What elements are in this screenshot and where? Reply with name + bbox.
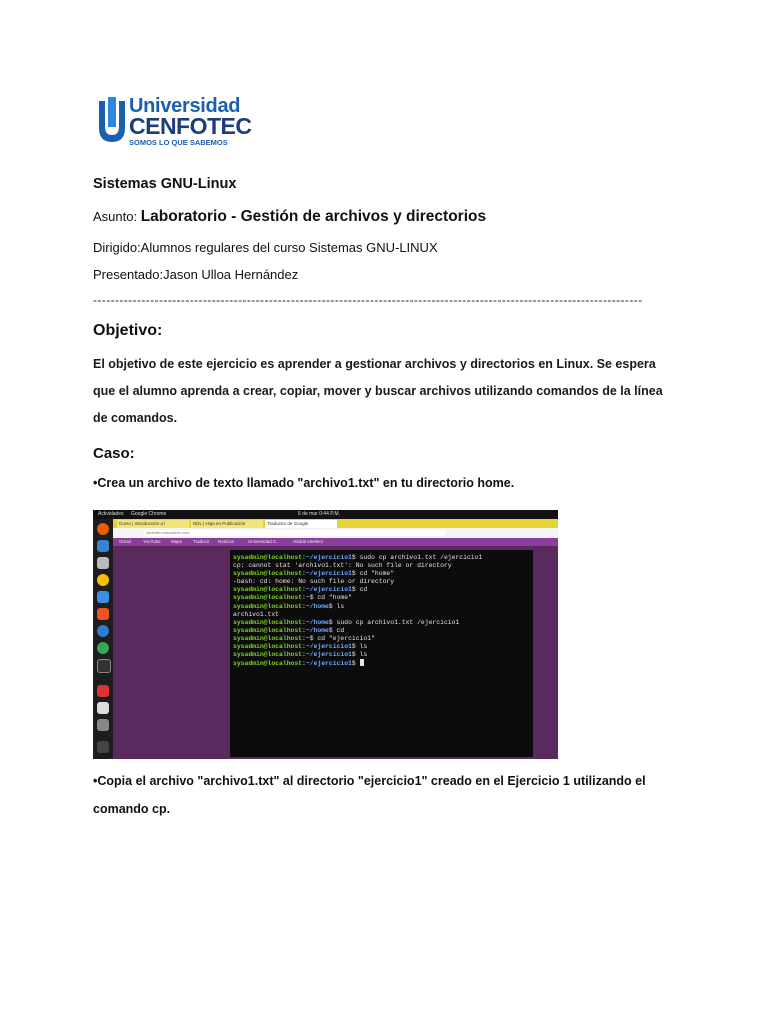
- screenshot-icon: [97, 702, 109, 714]
- terminal-line: sysadmin@localhost:~/home$ cd: [233, 626, 345, 634]
- logo-line2: CENFOTEC: [129, 113, 252, 139]
- terminal-screenshot: [93, 510, 558, 759]
- activities-label: Actividades: [98, 511, 124, 517]
- terminal-line: sysadmin@localhost:~/ejercicio1$: [233, 659, 530, 668]
- terminal-line: sysadmin@localhost:~/home$ sudo cp archivo1.txt /ejercicio1: [233, 618, 460, 626]
- help-icon: [97, 625, 109, 637]
- logo-tagline: SOMOS LO QUE SABEMOS: [129, 138, 228, 147]
- chrome-icon: [97, 642, 109, 654]
- asunto-label: Asunto:: [93, 209, 138, 224]
- disk-icon: [97, 719, 109, 731]
- logo-line1: Universidad: [129, 95, 241, 117]
- terminal-line: sysadmin@localhost:~/ejercicio1$ sudo cp archivo1.txt /ejercicio1: [233, 554, 483, 561]
- browser-tab-3[interactable]: Traductor de Google: [265, 520, 337, 528]
- terminal-line: sysadmin@localhost:~/ejercicio1$ cd "home": [233, 570, 395, 578]
- app-icon: [97, 685, 109, 697]
- university-logo: [97, 95, 252, 151]
- topbar-clock: 6 de mar 0:44 P.M.: [298, 511, 340, 517]
- bookmark-item[interactable]: Maps: [171, 539, 183, 544]
- separator-line: -----------------------------------------------------------------------------------------------------------------------------: [93, 293, 643, 307]
- browser-tab-2[interactable]: NDL | Hoja en Publicación: [191, 520, 263, 528]
- terminal-line: sysadmin@localhost:~/ejercicio1$ ls: [233, 651, 368, 659]
- topbar-app: Google Chrome: [131, 511, 167, 517]
- app-dock: [93, 519, 113, 759]
- firefox-icon: [97, 523, 109, 535]
- desktop-topbar: [93, 510, 558, 519]
- terminal-cursor: [360, 659, 364, 666]
- browser-tabbar: [113, 519, 558, 528]
- files-icon: [97, 557, 109, 569]
- address-bar[interactable]: cenfotec.instructure.com: [143, 530, 446, 536]
- rhythmbox-icon: [97, 574, 109, 586]
- document-icon: [97, 591, 109, 603]
- bookmark-item[interactable]: Universidad C.: [248, 539, 278, 544]
- caso-bullet-2: •Copia el archivo "archivo1.txt" al directorio "ejercicio1" creado en el Ejercicio 1 utilizando el comando cp.: [93, 774, 646, 816]
- browser-tab-1[interactable]: Curso | Introducción a l: [117, 520, 189, 528]
- terminal-line: sysadmin@localhost:~/home$ ls: [233, 602, 345, 610]
- terminal-line: archivo1.txt: [233, 610, 280, 618]
- bookmark-item[interactable]: Traducir: [193, 539, 210, 544]
- bookmark-item[interactable]: Noticias: [218, 539, 235, 544]
- browser-toolbar: [113, 528, 558, 538]
- bookmark-item[interactable]: Global Intellect: [293, 539, 323, 544]
- course-title: Sistemas GNU-Linux: [93, 176, 237, 192]
- bookmark-item[interactable]: YouTube: [143, 539, 161, 544]
- terminal-line: sysadmin@localhost:~/ejercicio1$ cd: [233, 586, 368, 594]
- bookmark-item[interactable]: Gmail: [119, 539, 131, 544]
- terminal-line: -bash: cd: home: No such file or directory: [233, 578, 395, 586]
- objetivo-heading: Objetivo:: [93, 322, 163, 339]
- terminal-line: sysadmin@localhost:~$ cd "ejercicio1": [233, 634, 375, 642]
- objetivo-text: El objetivo de este ejercicio es aprender a gestionar archivos y directorios en Linux. Se espera que el alumno aprenda a crear, copiar, mover y buscar archivos utilizando comandos de la línea de comandos.: [93, 357, 663, 425]
- asunto-value: Laboratorio - Gestión de archivos y directorios: [140, 208, 487, 225]
- dirigido-line: Dirigido:Alumnos regulares del curso Sistemas GNU-LINUX: [93, 240, 438, 255]
- terminal-line: sysadmin@localhost:~$ cd "home": [233, 594, 352, 602]
- software-icon: [97, 608, 109, 620]
- cenfotec-logo-icon: [97, 97, 127, 145]
- terminal-window[interactable]: [230, 550, 533, 757]
- terminal-line: sysadmin@localhost:~/ejercicio1$ ls: [233, 643, 368, 651]
- mail-icon: [97, 540, 109, 552]
- caso-bullet-1: •Crea un archivo de texto llamado "archivo1.txt" en tu directorio home.: [93, 476, 515, 490]
- asunto-line: [93, 208, 486, 226]
- bookmarks-bar: [113, 538, 558, 546]
- show-apps-icon: [97, 741, 109, 753]
- caso-heading: Caso:: [93, 445, 135, 462]
- terminal-line: cp: cannot stat 'archivo1.txt': No such file or directory: [233, 562, 452, 570]
- presentado-line: Presentado:Jason Ulloa Hernández: [93, 267, 299, 282]
- terminal-icon: [97, 659, 111, 673]
